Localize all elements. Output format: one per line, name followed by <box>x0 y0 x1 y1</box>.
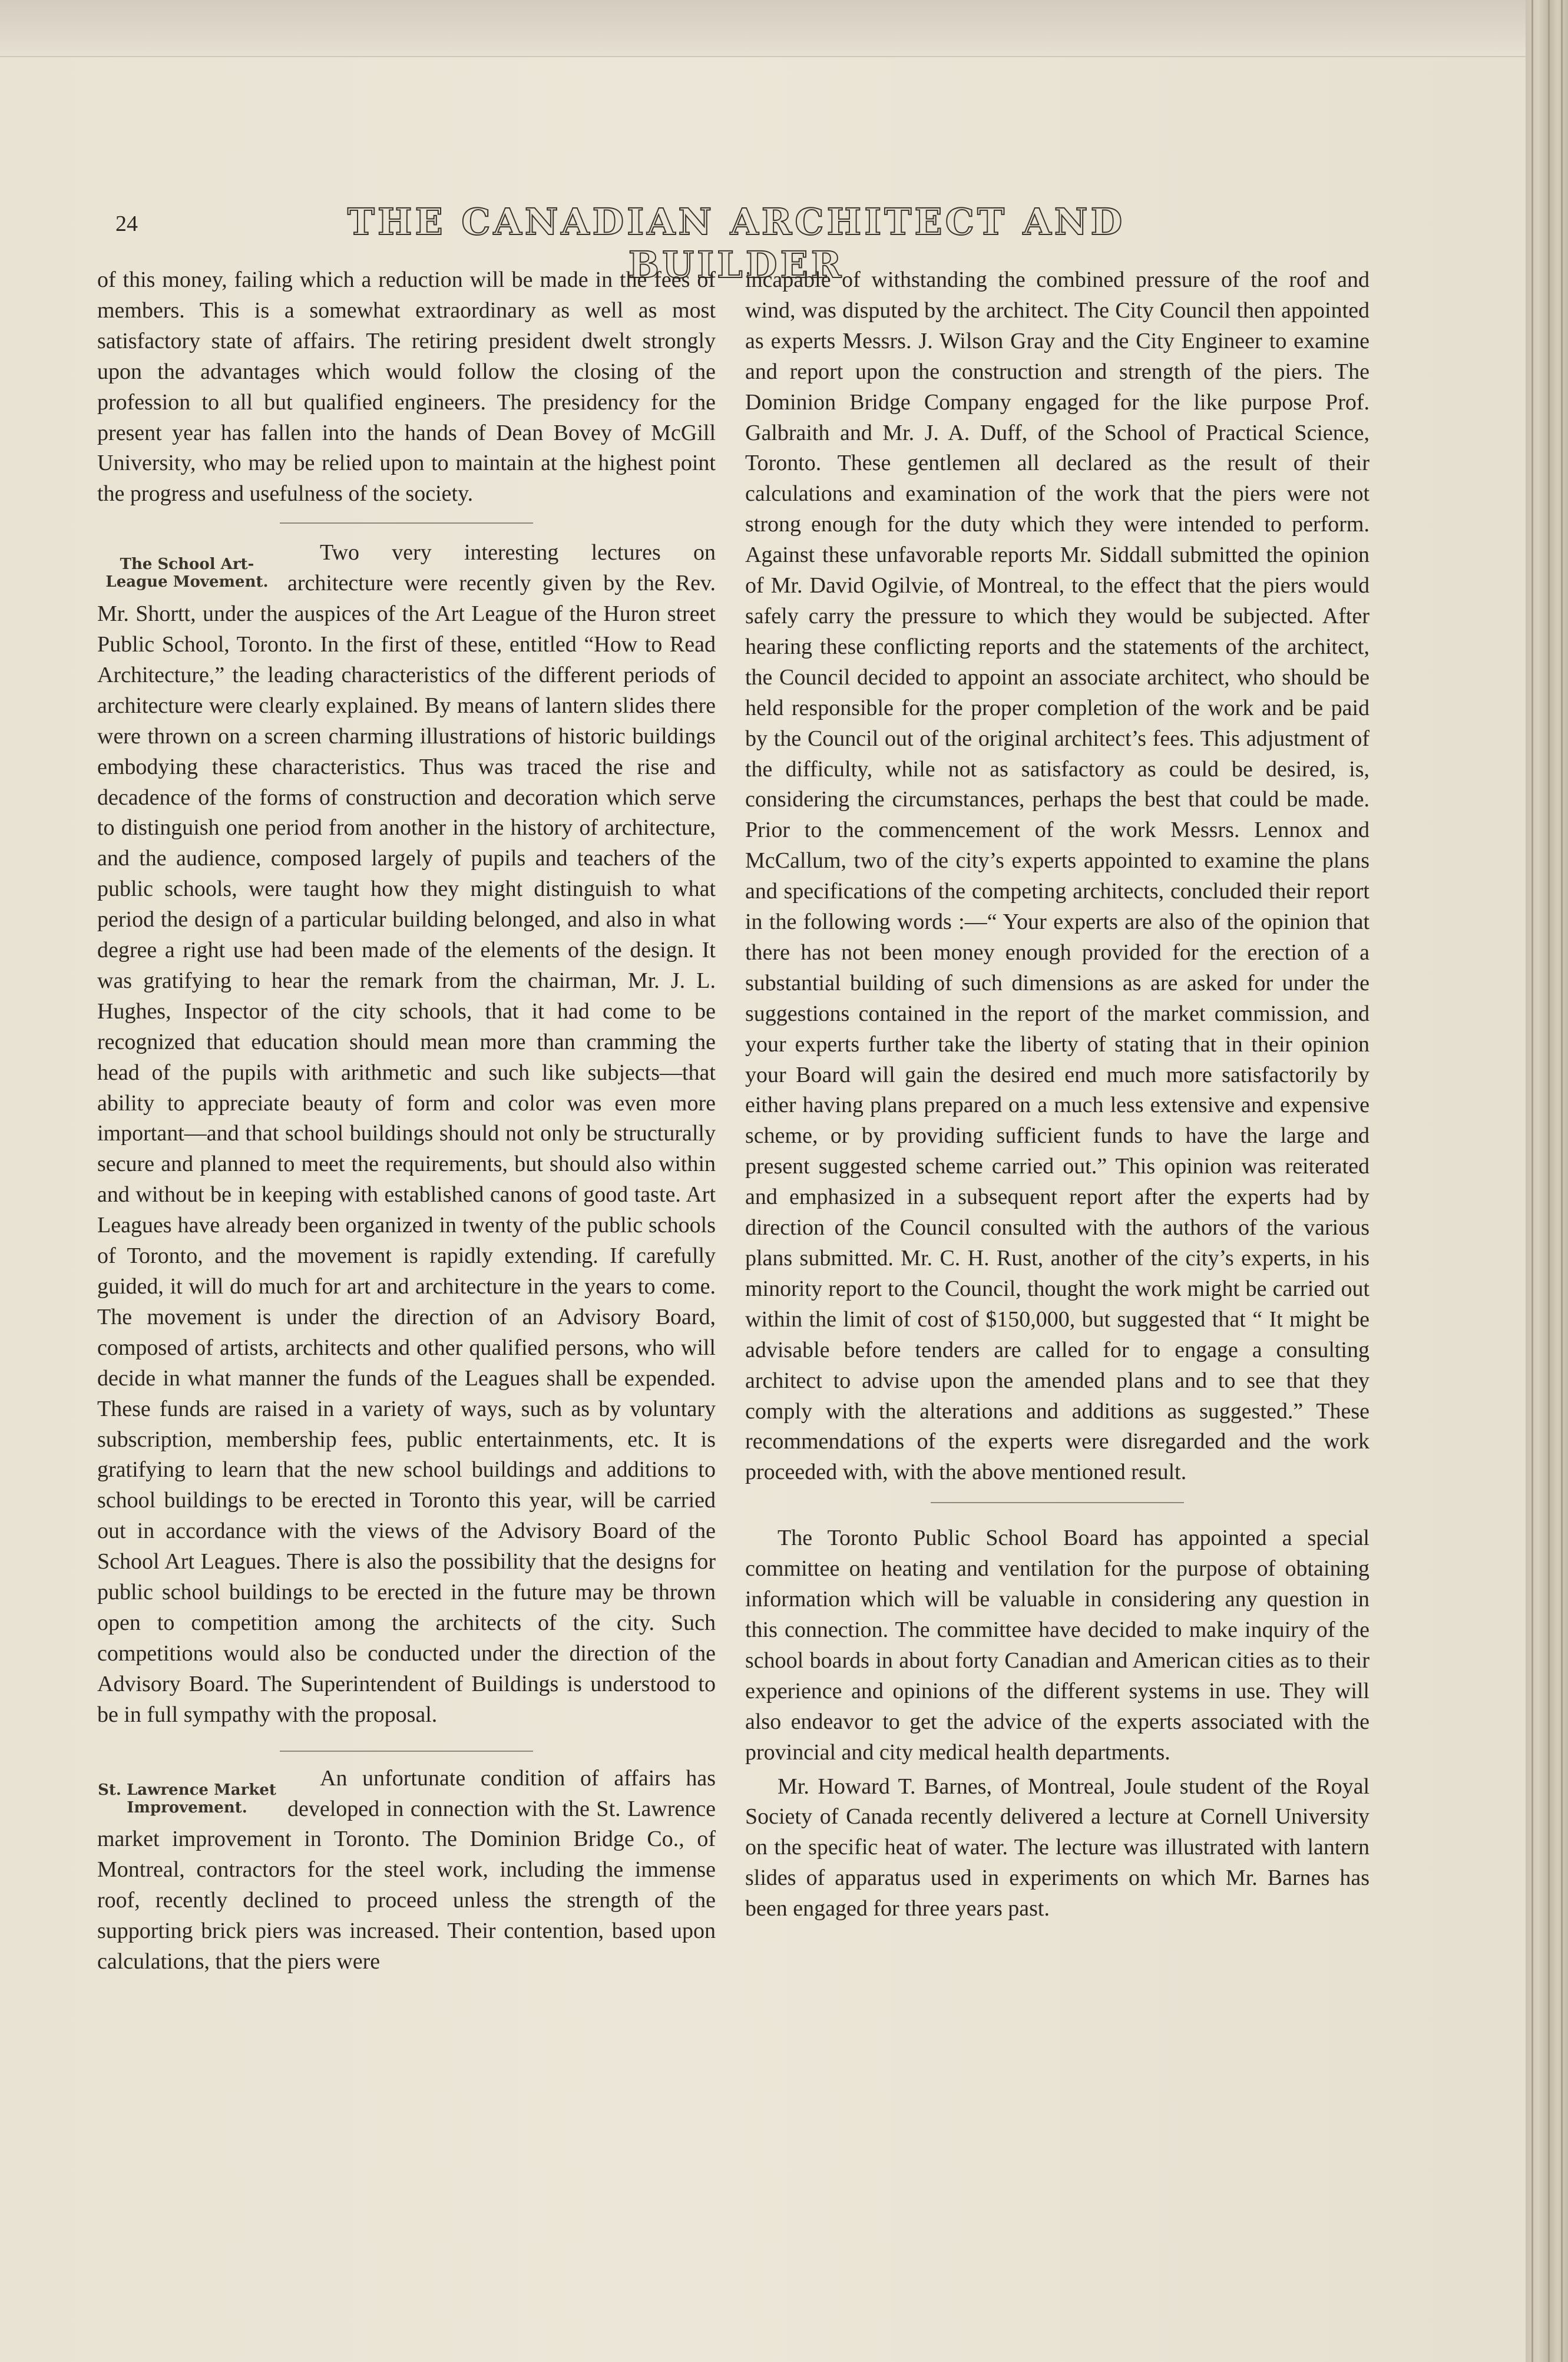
left-column <box>97 265 716 1977</box>
left-paragraph-1: of this money, failing which a reduction will be made in the fees of members. This is a somewhat extraordinary as well as most satisfactory state of affairs. The retiring president dwelt strongly upon the advantages which would follow the closing of the profession to all but qualified engineers. The presidency for the present year has fallen into the hands of Dean Bovey of McGill University, who may be relied upon to maintain at the highest point the progress and usefulness of the society. <box>97 267 716 507</box>
edge-line <box>1548 0 1550 2362</box>
page-number: 24 <box>115 211 138 236</box>
edge-line <box>1531 0 1533 2362</box>
right-paragraph-3: Mr. Howard T. Barnes, of Montreal, Joule student of the Royal Society of Canada recently delivered a lecture at Cornell University on the specific heat of water. The lecture was illustrated with lantern slides of apparatus used in experiments on which Mr. Barnes has been engaged for three years past. <box>745 1774 1369 1921</box>
page-top-edge <box>0 0 1568 57</box>
section-divider <box>931 1502 1184 1503</box>
book-edge <box>1526 0 1568 2362</box>
right-column <box>745 265 1369 1924</box>
section-heading-st-lawrence-market: St. Lawrence Market Improvement. <box>98 1781 276 1817</box>
right-paragraph-2: The Toronto Public School Board has appointed a special committee on heating and ventilation for the purpose of obtaining information which will be valuable in considering any question in this connection. The committee have decided to make inquiry of the school boards in about forty Canadian and American cities as to their experience and opinions of the different systems in use. They will also endeavor to get the advice of the experts associated with the provincial and city medical health departments. <box>745 1526 1369 1765</box>
publication-title: THE CANADIAN ARCHITECT AND BUILDER <box>347 200 1126 286</box>
section-text-st-lawrence-market: An unfortunate condition of affairs has developed in connection with the St. Lawrence market improvement in Toronto. The Dominion Bridge Co., of Montreal, contractors for the steel work, including the immense roof, recently declined to proceed unless the strength of the supporting brick piers was increased. Their contention, based upon calculations, that the piers were <box>97 1765 716 1974</box>
section-heading-school-art-league: The School Art-League Movement. <box>105 555 269 591</box>
section-text-school-art-league: Two very interesting lectures on architecture were recently given by the Rev. Mr. Shortt, under the auspices of the Art League of the Huron street Public School, Toronto. In the first of these, entitled “How to Read Architecture,” the leading characteristics of the different periods of architecture were clearly explained. By means of lantern slides there were thrown on a screen charming illustrations of historic buildings embodying these characteristics. Thus was traced the rise and decadence of the forms of construction and decoration which serve to distinguish one period from another in the history of architecture, and the audience, composed largely of pupils and teachers of the public schools, were taught how they might distinguish to what period the design of a particular building belonged, and also in what degree a right use had been made of the elements of the design. It was gratifying to hear the remark from the chairman, Mr. J. L. Hughes, Inspector of the city schools, that it had come to be recognized that education should mean more than cramming the head of the pupils with arithmetic and such like subjects—that ability to appreciate beauty of form and color was even more important—and that school buildings should not only be structurally secure and planned to meet the requirements, but should also within and without be in keeping with established canons of good taste. Art Leagues have already been organized in twenty of the public schools of Toronto, and the movement is rapidly extending. If carefully guided, it will do much for art and architecture in the years to come. The movement is under the direction of an Advisory Board, composed of artists, architects and other qualified persons, who will decide in what manner the funds of the Leagues shall be expended. These funds are raised in a variety of ways, such as by voluntary subscription, membership fees, public entertainments, etc. It is gratifying to learn that the new school buildings and additions to school buildings to be erected in Toronto this year, will be carried out in accordance with the views of the Advisory Board of the School Art Leagues. There is also the possibility that the designs for public school buildings to be erected in the future may be thrown open to competition among the architects of the city. Such competitions would also be conducted under the direction of the Advisory Board. The Superintendent of Buildings is understood to be in full sympathy with the proposal. <box>97 540 716 1727</box>
section-divider <box>280 1751 533 1752</box>
right-paragraph-1: incapable of withstanding the combined pressure of the roof and wind, was disputed by the architect. The City Council then appointed as experts Messrs. J. Wilson Gray and the City Engineer to examine and report upon the construction and strength of the piers. The Dominion Bridge Company engaged for the like purpose Prof. Galbraith and Mr. J. A. Duff, of the School of Practical Science, Toronto. These gentlemen all declared as the result of their calculations and examination of the work that the piers were not strong enough for the duty which they were intended to perform. Against these unfavorable reports Mr. Siddall submitted the opinion of Mr. David Ogilvie, of Montreal, to the effect that the piers would safely carry the pressure to which they would be subjected. After hearing these conflicting reports and the statements of the architect, the Council decided to appoint an associate architect, who should be held responsible for the proper completion of the work and be paid by the Council out of the original architect’s fees. This adjustment of the difficulty, while not as satisfactory as could be desired, is, considering the circumstances, perhaps the best that could be made. Prior to the commencement of the work Messrs. Lennox and McCallum, two of the city’s experts appointed to examine the plans and specifications of the competing architects, concluded their report in the following words :—“ Your experts are also of the opinion that there has not been money enough provided for the erection of a substantial building of such dimensions as are asked for under the suggestions contained in the report of the market commission, and your experts further take the liberty of stating that in their opinion your Board will gain the desired end much more satisfactorily by either having plans prepared on a much less extensive and expensive scheme, or by providing sufficient funds to have the large and present suggested scheme carried out.” This opinion was reiterated and emphasized in a subsequent report after the experts had by direction of the Council consulted with the authors of the various plans submitted. Mr. C. H. Rust, another of the city’s experts, in his minority report to the Council, thought the work might be carried out within the limit of cost of $150,000, but suggested that “ It might be advisable before tenders are called for to engage a consulting architect to advise upon the amended plans and to see that they comply with the alterations and additions as suggested.” These recommendations of the experts were disregarded and the work proceeded with, with the above mentioned result. <box>745 267 1369 1485</box>
section-divider <box>280 522 533 524</box>
edge-line <box>1561 0 1563 2362</box>
